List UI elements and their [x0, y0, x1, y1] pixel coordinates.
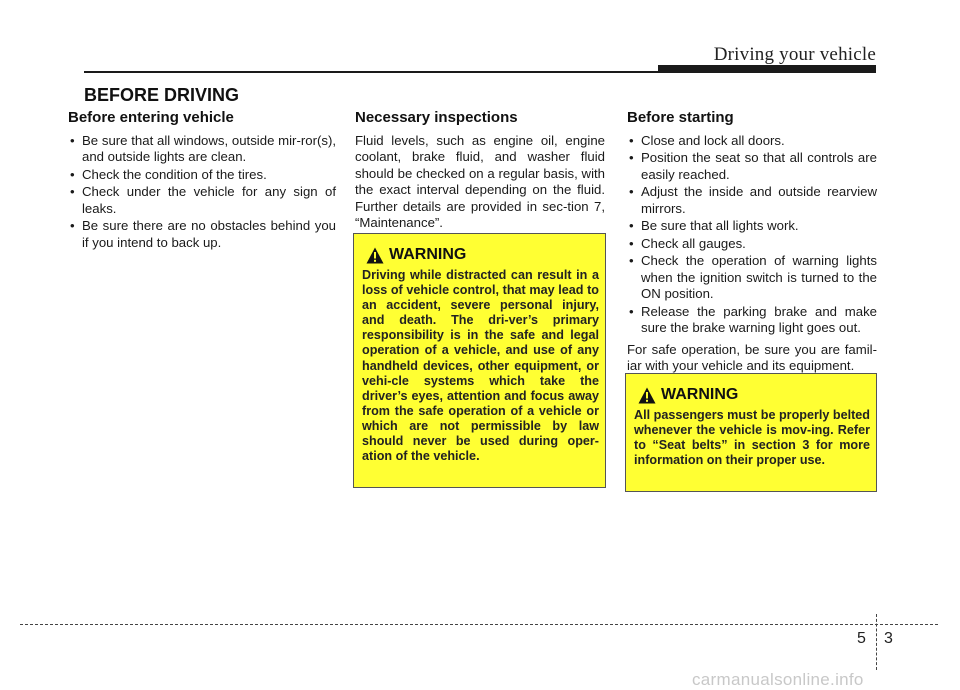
page-number: 3 [884, 630, 893, 647]
warning-text: Driving while distracted can result in a loss of vehicle control, that may lead to an accident, severe personal injury, and death. The dri-ver’s primary responsibility is in the safe and legal operation of a vehicle, and use of any handheld devices, other equipment, or vehi-cle systems which take the driver’s eyes, attention and focus away from the safe operation of a vehicle or which are not permissible by law should never be used during oper-ation of the vehicle. [362, 268, 599, 464]
warning-triangle-icon [638, 387, 656, 404]
list-item: • Be sure that all lights work. [627, 218, 877, 235]
list-item: • Close and lock all doors. [627, 133, 877, 150]
safety-note: For safe operation, be sure you are famil-iar with your vehicle and its equipment. [627, 341, 877, 373]
list-item: • Check the operation of warning lights when the ignition switch is turned to the ON position. [627, 253, 877, 303]
heading-necessary-inspections: Necessary inspections [355, 109, 518, 126]
warning-header [638, 386, 870, 404]
list-item: • Be sure there are no obstacles behind you if you intend to back up. [68, 218, 336, 251]
list-item: • Check the condition of the tires. [68, 167, 336, 184]
list-item: • Be sure that all windows, outside mir-ror(s), and outside lights are clean. [68, 133, 336, 166]
list-before-starting [627, 133, 877, 337]
list-item: • Check under the vehicle for any sign of leaks. [68, 184, 336, 217]
column-necessary-inspections [355, 110, 605, 232]
header-title: Driving your vehicle [713, 44, 876, 65]
list-item: • Adjust the inside and outside rearview mirrors. [627, 184, 877, 217]
warning-triangle-icon [366, 247, 384, 264]
column-before-entering [68, 110, 336, 252]
inspections-body: Fluid levels, such as engine oil, engine coolant, brake fluid, and washer fluid should be checked on a regular basis, with the exact interval depending on the fluid. Further details are provided in sec-tion 7, “Maintenance”. [355, 132, 605, 230]
footer-dashed-divider [876, 614, 877, 670]
list-item: • Release the parking brake and make sure the brake warning light goes out. [627, 304, 877, 337]
header-rule-thin [84, 71, 664, 73]
heading-before-entering: Before entering vehicle [68, 109, 234, 126]
list-item: • Position the seat so that all controls are easily reached. [627, 150, 877, 183]
warning-title: WARNING [389, 246, 467, 263]
header-rule-thick [658, 65, 876, 73]
heading-before-starting: Before starting [627, 109, 734, 126]
footer-dashed-rule [20, 624, 938, 625]
warning-text: All passengers must be properly belted whenever the vehicle is mov-ing. Refer to “Seat belts” in section 3 for more information on their proper use. [634, 408, 870, 468]
chapter-number: 5 [857, 630, 866, 647]
column-before-starting [627, 110, 877, 375]
section-title: BEFORE DRIVING [84, 85, 240, 105]
warning-box-distraction [353, 233, 606, 488]
list-before-entering [68, 133, 336, 252]
warning-header [366, 246, 599, 264]
watermark: carmanualsonline.info [692, 670, 864, 689]
list-item: • Check all gauges. [627, 236, 877, 253]
warning-title: WARNING [661, 386, 739, 403]
warning-box-seat-belts [625, 373, 877, 492]
